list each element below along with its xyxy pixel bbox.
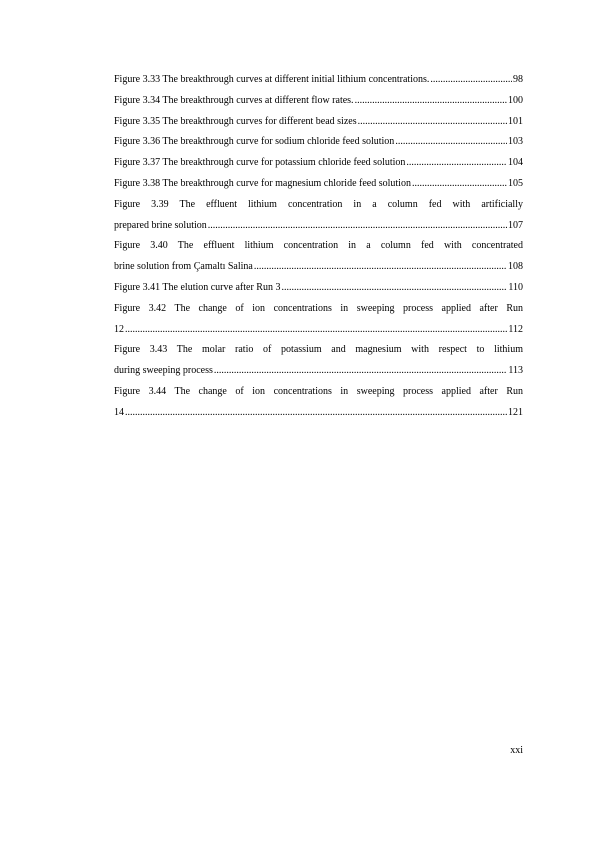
- dot-leader: [208, 216, 507, 237]
- toc-entry-page-number: 103: [508, 136, 523, 148]
- toc-entry-title: Figure 3.35 The breakthrough curves for different bead sizes: [114, 115, 357, 127]
- toc-entry-final-line: [114, 153, 523, 174]
- toc-entry-title: Figure 3.37 The breakthrough curve for potassium chloride feed solution: [114, 157, 406, 169]
- dot-leader: [254, 257, 507, 278]
- dot-leader: [358, 112, 507, 133]
- toc-entry-final-line: [114, 174, 523, 195]
- toc-entry-final-line: [114, 257, 523, 278]
- toc-entry-title: prepared brine solution: [114, 219, 207, 231]
- toc-entry-final-line: [114, 278, 523, 299]
- dot-leader: [125, 320, 507, 341]
- toc-entry-page-number: 98: [513, 74, 523, 85]
- toc-entry-text-line: Figure 3.44 The change of ion concentrations in sweeping process applied after Run: [114, 385, 523, 397]
- toc-entry-title: Figure 3.34 The breakthrough curves at different flow rates.: [114, 94, 354, 106]
- toc-entry[interactable]: [114, 132, 523, 153]
- toc-entry[interactable]: [114, 299, 523, 341]
- dot-leader: [125, 403, 507, 424]
- dot-leader: [395, 132, 507, 153]
- toc-entry-page-number: 112: [508, 323, 523, 335]
- toc-entry[interactable]: [114, 340, 523, 382]
- toc-entry[interactable]: [114, 153, 523, 174]
- toc-entry-final-line: [114, 91, 523, 112]
- toc-entry-final-line: [114, 403, 523, 424]
- dot-leader: [281, 278, 507, 299]
- toc-entry-page-number: 121: [508, 406, 523, 418]
- toc-entry[interactable]: [114, 236, 523, 278]
- toc-entry-final-line: [114, 216, 523, 237]
- list-of-figures: [114, 70, 523, 424]
- toc-entry-page-number: 100: [508, 94, 523, 106]
- toc-entry-page-number: 108: [508, 261, 523, 273]
- toc-entry-final-line: [114, 320, 523, 341]
- toc-entry-page-number: 110: [508, 281, 523, 293]
- toc-entry[interactable]: [114, 70, 523, 91]
- toc-entry-page-number: 101: [508, 115, 523, 127]
- dot-leader: [406, 153, 507, 174]
- toc-entry-title: Figure 3.33 The breakthrough curves at different initial lithium concentrations.: [114, 74, 430, 85]
- dot-leader: [412, 174, 507, 195]
- toc-entry-title: Figure 3.36 The breakthrough curve for sodium chloride feed solution: [114, 136, 395, 148]
- toc-entry-text-line: Figure 3.42 The change of ion concentrations in sweeping process applied after Run: [114, 302, 523, 314]
- toc-entry-page-number: 105: [508, 177, 523, 189]
- toc-entry[interactable]: [114, 278, 523, 299]
- toc-entry[interactable]: [114, 112, 523, 133]
- toc-entry-page-number: 104: [508, 157, 523, 169]
- dot-leader: [430, 70, 512, 91]
- toc-entry-page-number: 113: [508, 365, 523, 377]
- toc-entry-final-line: [114, 70, 523, 91]
- toc-entry[interactable]: [114, 174, 523, 195]
- toc-entry[interactable]: [114, 91, 523, 112]
- toc-entry-title: Figure 3.38 The breakthrough curve for magnesium chloride feed solution: [114, 177, 411, 189]
- toc-entry-title: 12: [114, 323, 124, 335]
- toc-entry-title: during sweeping process: [114, 365, 213, 377]
- page-number: xxi: [510, 745, 523, 756]
- toc-entry-final-line: [114, 112, 523, 133]
- toc-entry-text-line: Figure 3.43 The molar ratio of potassium and magnesium with respect to lithium: [114, 344, 523, 356]
- toc-entry-final-line: [114, 361, 523, 382]
- toc-entry-title: 14: [114, 406, 124, 418]
- toc-entry-title: brine solution from Çamaltı Salina: [114, 261, 253, 273]
- toc-entry-text-line: Figure 3.40 The effluent lithium concentration in a column fed with concentrated: [114, 240, 523, 252]
- toc-entry[interactable]: [114, 382, 523, 424]
- dot-leader: [214, 361, 507, 382]
- toc-entry[interactable]: [114, 195, 523, 237]
- toc-entry-page-number: 107: [508, 219, 523, 231]
- toc-entry-title: Figure 3.41 The elution curve after Run 3: [114, 281, 281, 293]
- toc-entry-final-line: [114, 132, 523, 153]
- dot-leader: [355, 91, 507, 112]
- toc-entry-text-line: Figure 3.39 The effluent lithium concentration in a column fed with artificially: [114, 198, 523, 210]
